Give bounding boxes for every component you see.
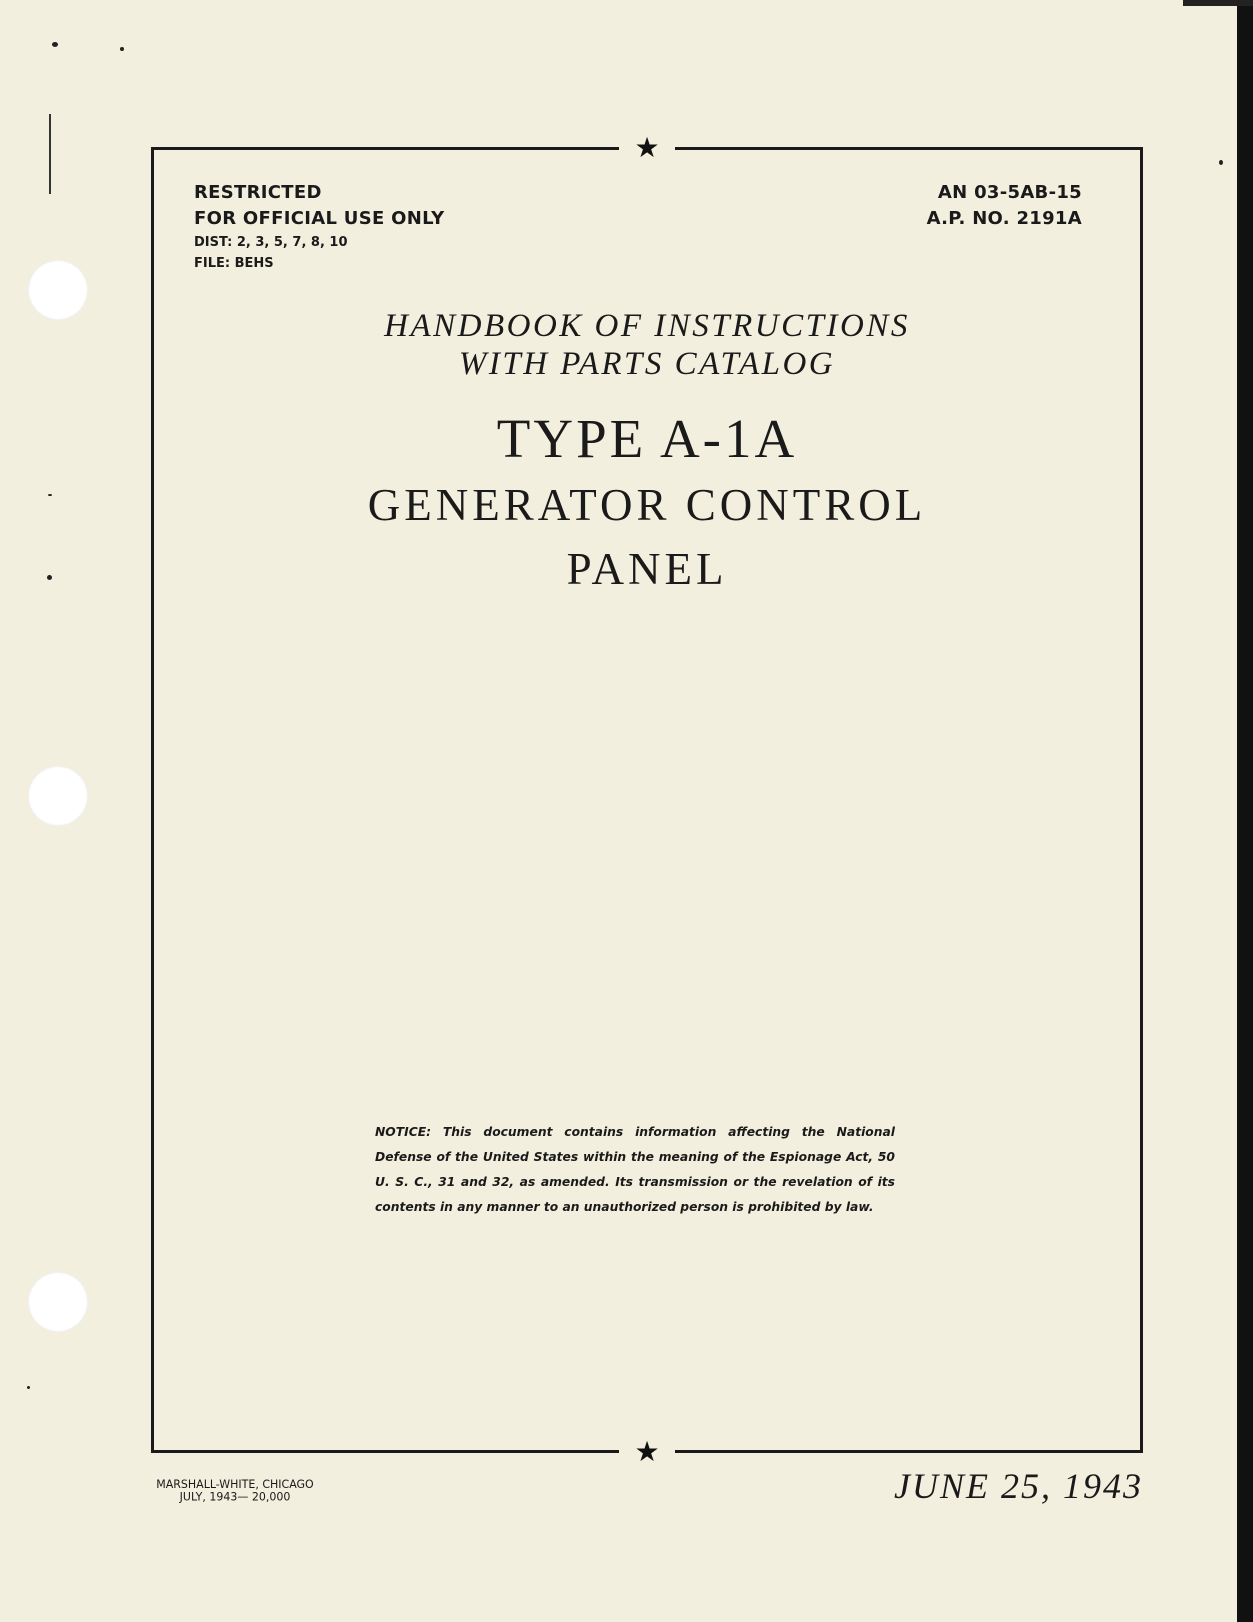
binder-mark [49, 114, 51, 194]
security-classification [194, 180, 444, 274]
printer-name: MARSHALL-WHITE, CHICAGO [156, 1477, 314, 1491]
official-use-label: FOR OFFICIAL USE ONLY [194, 208, 445, 229]
espionage-notice: NOTICE: This document contains information affecting the National Defense of the United States within the meaning of the Espionage Act, 50 U. S. C., 31 and 32, as amended. Its transmission or the revelation of its contents in any manner to an unauthorized person is prohibited by law. [375, 1125, 895, 1214]
restricted-label: RESTRICTED [194, 182, 322, 203]
star-ornament-bottom: ★ [619, 1437, 675, 1467]
document-number [927, 180, 1082, 232]
cover-frame [151, 131, 1143, 1468]
scan-speck [47, 575, 52, 580]
punch-hole [28, 1272, 88, 1332]
printer-imprint [150, 1478, 320, 1503]
title-type: TYPE A-1A [496, 408, 798, 469]
ap-number: A.P. NO. 2191A [926, 208, 1082, 229]
scan-speck [1219, 160, 1223, 165]
title-line-2: GENERATOR CONTROL [367, 480, 927, 530]
scan-speck [48, 494, 52, 496]
scan-speck [27, 1386, 30, 1389]
scan-speck [120, 47, 124, 51]
file-line: FILE: BEHS [194, 256, 274, 271]
publication-date: JUNE 25, 1943 [894, 1466, 1143, 1506]
subtitle-line-2: WITH PARTS CATALOG [458, 346, 836, 382]
an-number: AN 03-5AB-15 [937, 182, 1082, 203]
distribution-line: DIST: 2, 3, 5, 7, 8, 10 [194, 235, 348, 250]
print-run: JULY, 1943— 20,000 [179, 1489, 291, 1504]
punch-hole [28, 766, 88, 826]
scan-edge-top [1183, 0, 1253, 6]
star-ornament-top: ★ [619, 133, 675, 163]
scan-edge [1237, 0, 1253, 1622]
title-block [154, 307, 1140, 601]
punch-hole [28, 260, 88, 320]
title-line-3: PANEL [566, 544, 728, 594]
subtitle-line-1: HANDBOOK OF INSTRUCTIONS [384, 308, 910, 344]
scan-speck [52, 42, 58, 47]
